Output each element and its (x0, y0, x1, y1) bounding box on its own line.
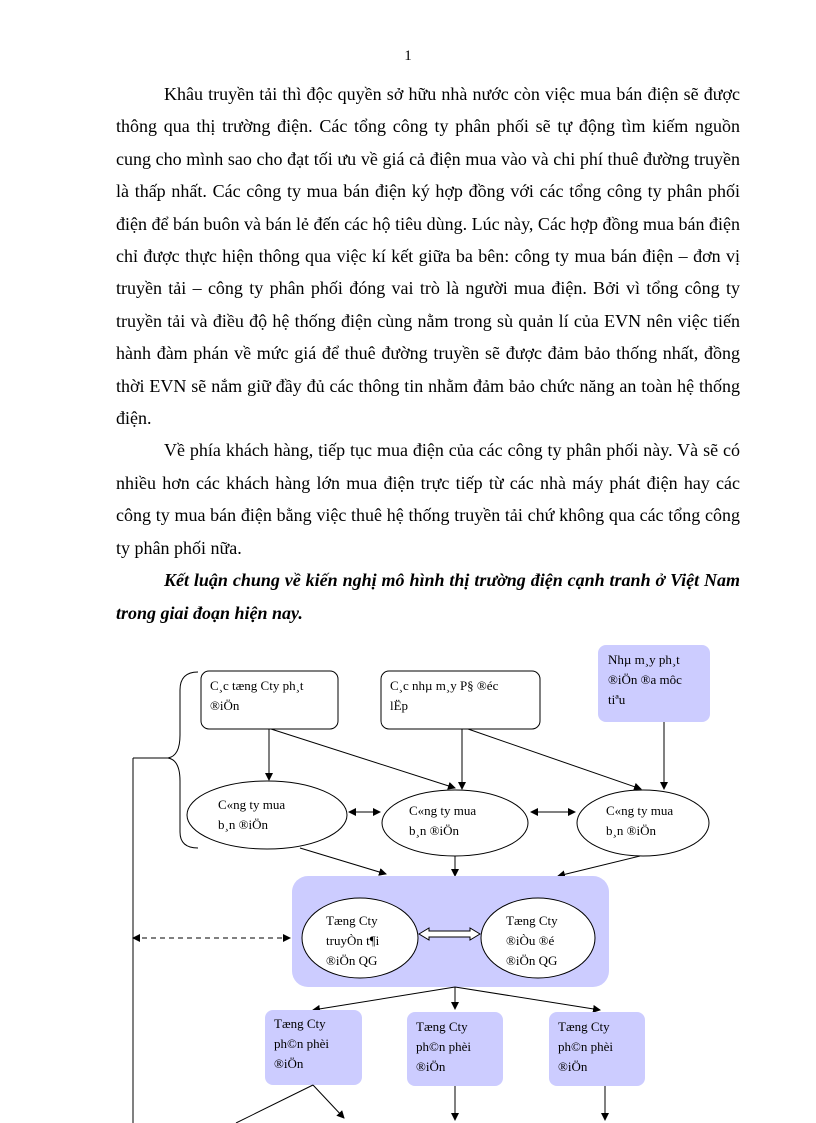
paragraph-1: Khâu truyền tải thì độc quyền sở hữu nhà nước còn việc mua bán điện sẽ được thông qua thị trường điện. Các tổng công ty phân phối sẽ tự động tìm kiếm nguồn cung cho mình sao cho đạt tối ưu về giá cả điện mua vào và chi phí thuê đường truyền là thấp nhất. Các công ty mua bán điện ký hợp đồng với các tổng công ty phân phối điện để bán buôn và bán lẻ đến các hộ tiêu dùng. Lúc này, Các hợp đồng mua bán điện chỉ được thực hiện thông qua việc kí kết giữa ba bên: công ty mua bán điện – đơn vị truyền tải – công ty phân phối đóng vai trò là người mua điện. Bởi vì tổng công ty truyền tải và điều độ hệ thống điện cùng nằm trong sù quản lí của EVN nên việc tiến hành đàm phán về mức giá để thuê đường truyền sẽ được đảm bảo thống nhất, đồng thời EVN sẽ nắm giữ đầy đủ các thông tin nhằm đảm bảo chức năng an toàn hệ thống điện. (116, 84, 740, 429)
svg-text:truyÒn t¶i: truyÒn t¶i (326, 933, 380, 948)
conclusion-heading: Kết luận chung về kiến nghị mô hình thị trường điện cạnh tranh ở Việt Nam trong giai đoạn hiện nay. (116, 570, 740, 623)
svg-text:®iÖn: ®iÖn (210, 698, 240, 713)
svg-text:C«ng ty mua: C«ng ty mua (218, 797, 286, 812)
distribution-company-1 (265, 1010, 362, 1085)
distribution-company-2 (407, 1012, 503, 1086)
distribution-company-3 (549, 1012, 645, 1086)
svg-text:®iÖn: ®iÖn (416, 1059, 446, 1074)
svg-text:tiªu: tiªu (608, 692, 626, 707)
trading-company-1 (187, 781, 347, 849)
svg-text:b¸n ®iÖn: b¸n ®iÖn (409, 823, 459, 838)
svg-text:C¸c nhµ m¸y P§ ®éc: C¸c nhµ m¸y P§ ®éc (390, 678, 499, 693)
retail-plants-node (598, 645, 710, 722)
transmission-node (302, 898, 418, 978)
svg-text:®iÖn QG: ®iÖn QG (506, 953, 558, 968)
svg-text:b¸n ®iÖn: b¸n ®iÖn (606, 823, 656, 838)
svg-text:Tæng Cty: Tæng Cty (558, 1019, 610, 1034)
svg-text:®iÖn QG: ®iÖn QG (326, 953, 378, 968)
svg-text:®iÖn: ®iÖn (274, 1056, 304, 1071)
svg-text:ph©n phèi: ph©n phèi (416, 1039, 472, 1054)
gen-corp-node (201, 671, 338, 729)
svg-text:Tæng Cty: Tæng Cty (274, 1016, 326, 1031)
paragraph-2: Về phía khách hàng, tiếp tục mua điện của các công ty phân phối này. Và sẽ có nhiều hơn các khách hàng lớn mua điện trực tiếp từ các nhà máy phát điện hay các công ty mua bán điện bằng việc thuê hệ thống truyền tải chứ không qua các tổng công ty phân phối nữa. (116, 440, 740, 558)
page-number: 1 (404, 48, 412, 64)
svg-text:C«ng ty mua: C«ng ty mua (606, 803, 674, 818)
trading-company-3 (577, 790, 709, 856)
svg-text:Tæng Cty: Tæng Cty (506, 913, 558, 928)
dispatch-node (481, 898, 595, 978)
svg-text:ph©n phèi: ph©n phèi (274, 1036, 330, 1051)
svg-text:Tæng Cty: Tæng Cty (416, 1019, 468, 1034)
svg-text:C«ng ty mua: C«ng ty mua (409, 803, 477, 818)
svg-text:®iÒu ®é: ®iÒu ®é (506, 933, 555, 948)
svg-text:®iÖn: ®iÖn (558, 1059, 588, 1074)
independent-plants-node (381, 671, 540, 729)
svg-text:b¸n ®iÖn: b¸n ®iÖn (218, 817, 268, 832)
svg-text:ph©n phèi: ph©n phèi (558, 1039, 614, 1054)
trading-company-2 (382, 790, 528, 856)
market-model-diagram (0, 630, 816, 1123)
svg-text:lËp: lËp (390, 698, 409, 713)
body-text (116, 78, 740, 629)
svg-text:C¸c tæng Cty ph¸t: C¸c tæng Cty ph¸t (210, 678, 304, 693)
svg-text:Nhµ m¸y ph¸t: Nhµ m¸y ph¸t (608, 652, 680, 667)
svg-text:®iÖn ®a môc: ®iÖn ®a môc (608, 672, 682, 687)
svg-text:Tæng Cty: Tæng Cty (326, 913, 378, 928)
